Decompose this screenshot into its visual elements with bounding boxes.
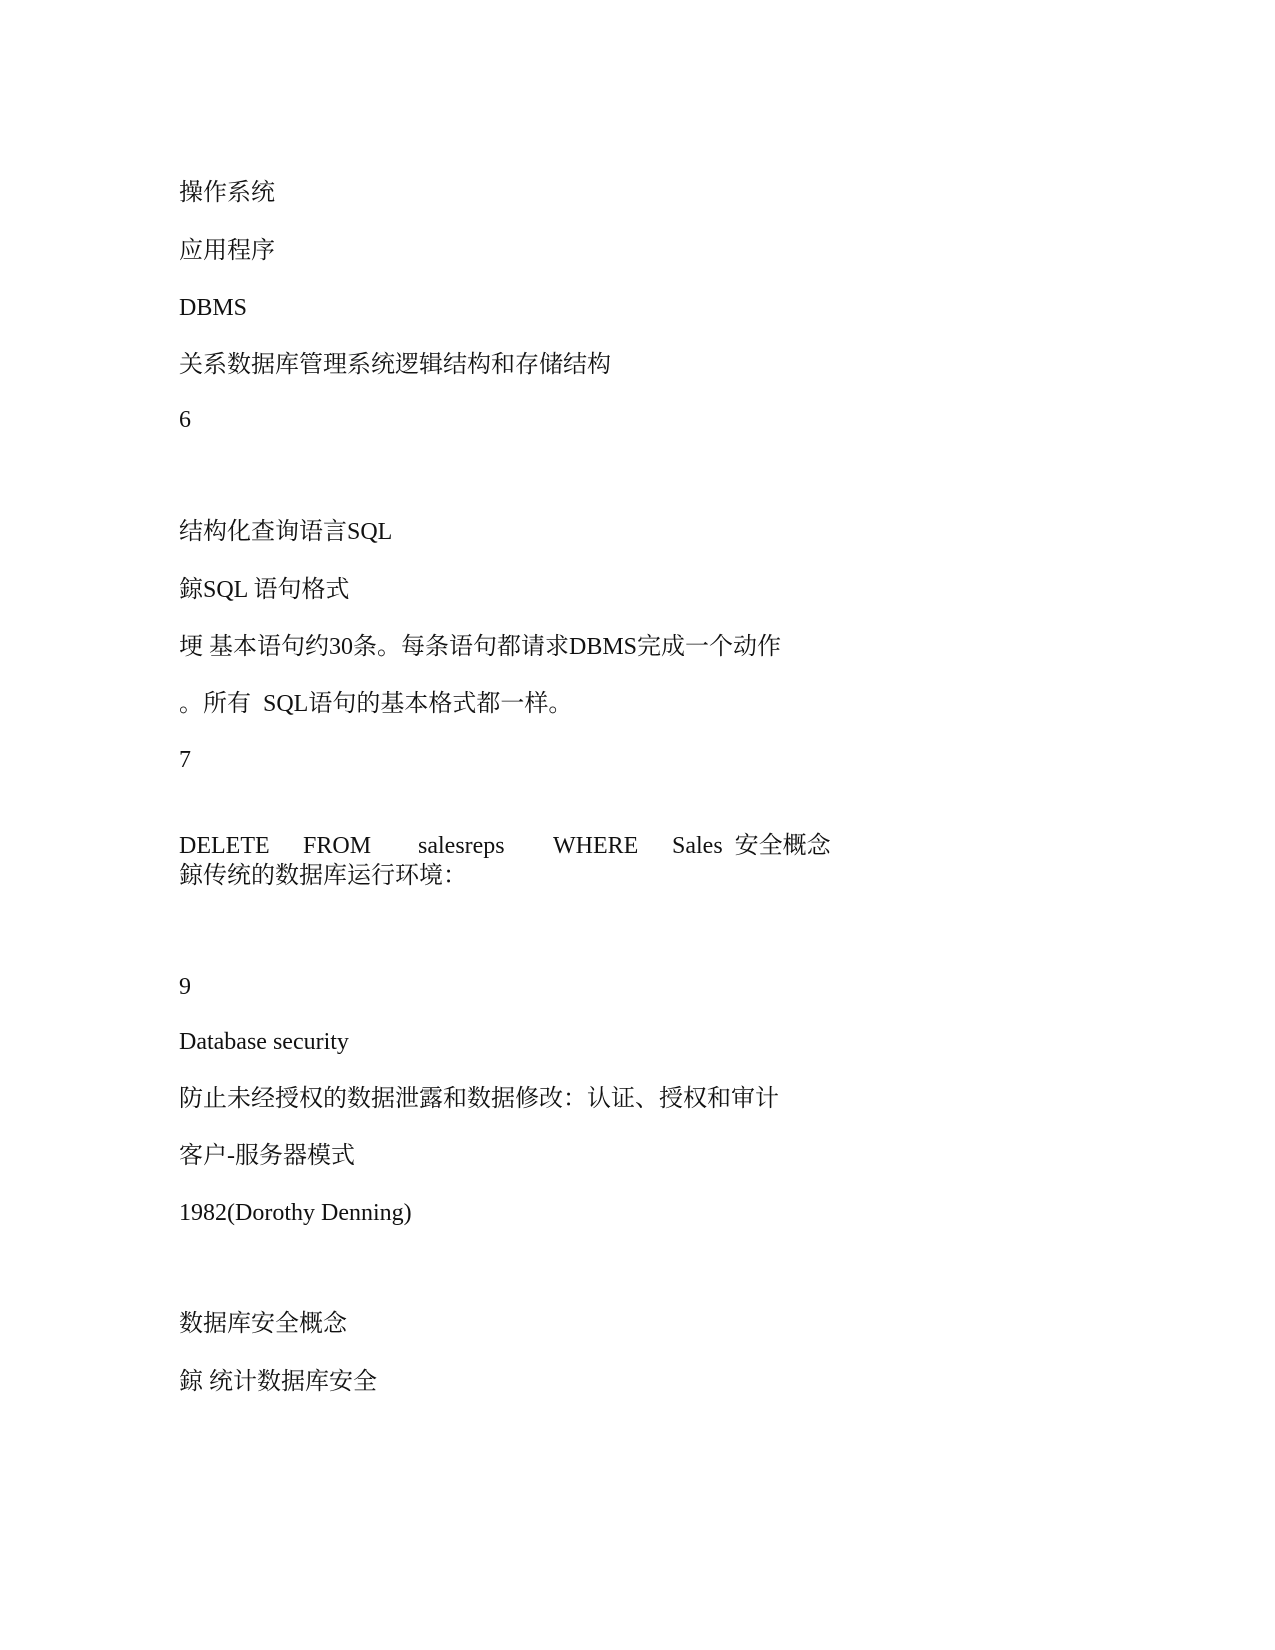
heading-db-security-concept: 数据库安全概念: [179, 1311, 347, 1337]
text-sql-format-same: 。所有 SQL语句的基本格式都一样。: [179, 691, 573, 717]
sql-tail-text: Sales 安全概念: [672, 833, 831, 859]
text-denning-1982: 1982(Dorothy Denning): [179, 1200, 412, 1226]
text-dbms: DBMS: [179, 295, 248, 321]
text-traditional-environment: 鍄传统的数据库运行环境：: [179, 863, 467, 889]
heading-sql: 结构化查询语言SQL: [179, 519, 393, 545]
text-sql-basic-statements: 埂 基本语句约30条。每条语句都请求DBMS完成一个动作: [179, 634, 782, 660]
sql-where-keyword: WHERE: [553, 833, 639, 859]
text-operating-system: 操作系统: [179, 180, 275, 206]
sql-table-name: salesreps: [418, 833, 505, 859]
text-application: 应用程序: [179, 238, 275, 264]
sql-from-keyword: FROM: [303, 833, 372, 859]
sql-example-row: [179, 831, 879, 861]
text-client-server: 客户-服务器模式: [179, 1143, 355, 1169]
page-number-6: 6: [179, 407, 191, 433]
text-rdbms-structure: 关系数据库管理系统逻辑结构和存储结构: [179, 352, 611, 378]
page-number-9: 9: [179, 974, 191, 1000]
text-statistical-db-security: 鍄 统计数据库安全: [179, 1369, 377, 1395]
text-security-definition: 防止未经授权的数据泄露和数据修改：认证、授权和审计: [179, 1086, 779, 1112]
sql-delete-keyword: DELETE: [179, 833, 270, 859]
text-database-security: Database security: [179, 1029, 349, 1055]
page-number-7: 7: [179, 747, 191, 773]
text-sql-format: 鍄SQL 语句格式: [179, 577, 350, 603]
